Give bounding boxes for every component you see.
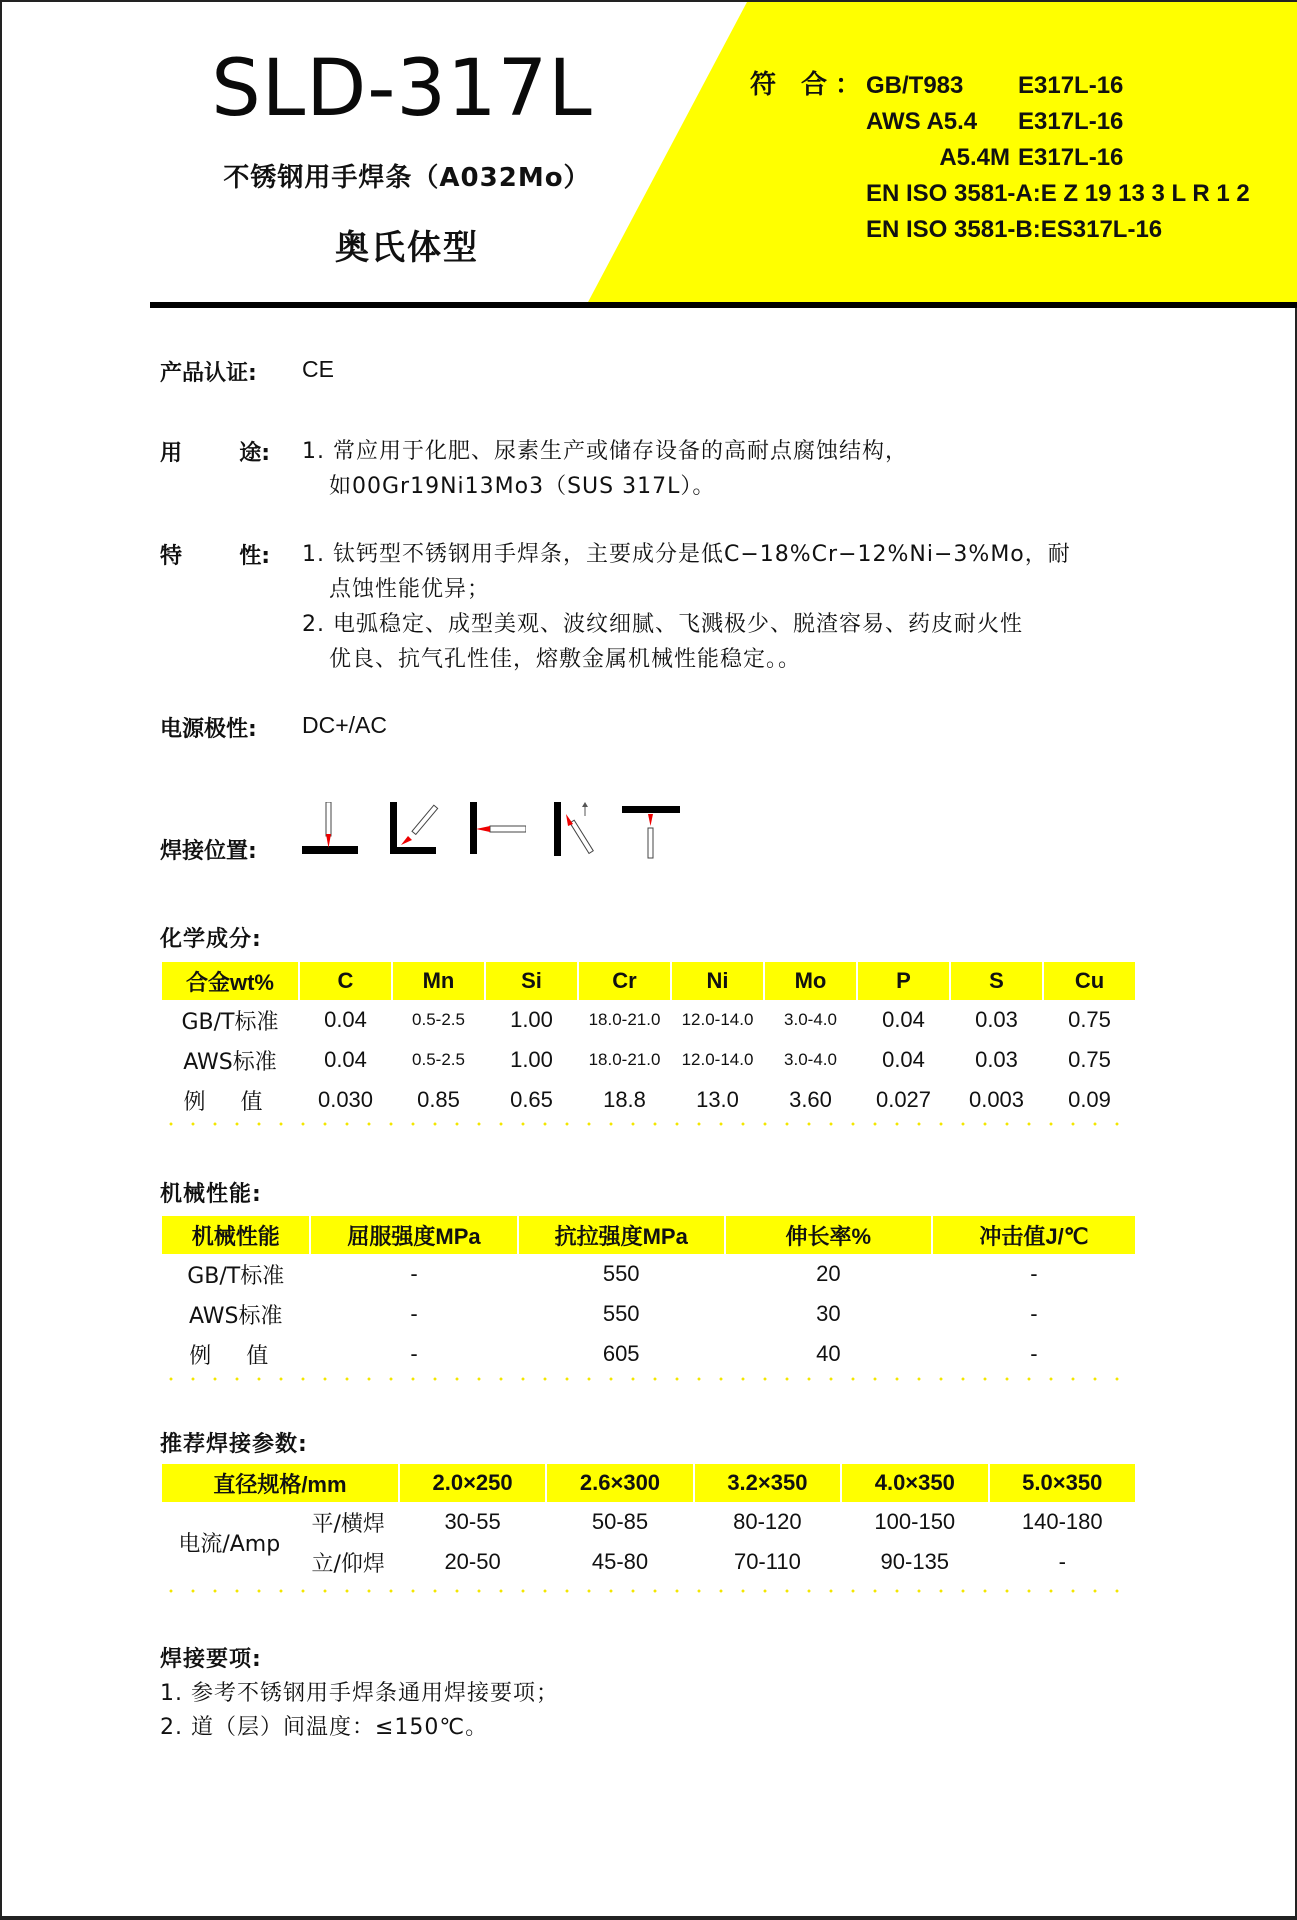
table-cell: 18.8 — [603, 1087, 646, 1112]
table-row — [162, 1334, 1135, 1374]
flat-position-icon — [302, 802, 364, 862]
table-cell: 0.5-2.5 — [412, 1050, 465, 1069]
standard-name: AWS A5.4 — [866, 108, 978, 135]
column-header: 直径规格/mm — [162, 1464, 398, 1502]
usage-label-part: 途: — [239, 441, 270, 466]
dotted-divider — [160, 1122, 1135, 1126]
features-line: 优良、抗气孔性佳，熔敷金属机械性能稳定。。 — [329, 647, 802, 672]
column-header: 机械性能 — [162, 1216, 309, 1254]
table-cell: 0.09 — [1068, 1087, 1111, 1112]
row-label: GB/T标准 — [181, 1009, 279, 1035]
position-label: 平/横焊 — [311, 1511, 385, 1537]
column-header: 冲击值J/℃ — [933, 1216, 1135, 1254]
column-header: Mo — [765, 962, 856, 1000]
table-cell: 0.04 — [324, 1047, 367, 1072]
chemical-composition-table — [160, 962, 1137, 1120]
welding-position-icons — [302, 802, 702, 867]
usage-label — [160, 436, 270, 467]
column-header: Ni — [672, 962, 763, 1000]
conformity-row — [866, 176, 1250, 212]
table-cell: - — [1030, 1341, 1038, 1366]
classification: E Z 19 13 3 L R 1 2 — [1040, 180, 1250, 207]
column-header: Si — [486, 962, 577, 1000]
table-cell: 0.75 — [1068, 1007, 1111, 1032]
notes-heading: 焊接要项: — [160, 1647, 262, 1672]
usage-label-text — [160, 436, 270, 467]
table-cell: 1.00 — [510, 1047, 553, 1072]
table-cell: 1.00 — [510, 1007, 553, 1032]
polarity-value: DC+/AC — [302, 712, 387, 738]
table-cell: 18.0-21.0 — [588, 1010, 661, 1029]
product-model-title: SLD-317L — [211, 44, 593, 134]
standard-name: GB/T983 — [866, 72, 964, 99]
table-cell: 3.0-4.0 — [784, 1010, 837, 1029]
certification-row — [160, 356, 334, 387]
table-cell: 70-110 — [733, 1549, 801, 1574]
table-row — [162, 1040, 1135, 1080]
product-subtitle: 不锈钢用手焊条（A032Mo） — [223, 163, 591, 193]
standard-name: A5.4M — [939, 144, 1010, 171]
features-label-text — [160, 539, 270, 570]
welding-parameters-table — [160, 1464, 1137, 1582]
conformity-row — [866, 68, 1250, 104]
column-header: 2.0×250 — [400, 1464, 545, 1502]
standard-name: EN ISO 3581-A: — [866, 180, 1041, 207]
table-cell: 50-85 — [591, 1509, 649, 1534]
classification: ES317L-16 — [1040, 216, 1163, 243]
conformity-row — [866, 104, 1250, 140]
parameters-heading: 推荐焊接参数: — [160, 1432, 308, 1457]
table-cell: - — [410, 1341, 418, 1366]
table-cell: 30 — [816, 1301, 841, 1326]
table-cell: 45-80 — [591, 1549, 649, 1574]
table-cell: 20 — [816, 1261, 841, 1286]
table-cell: 12.0-14.0 — [681, 1050, 754, 1069]
table-cell: - — [1058, 1549, 1066, 1574]
features-line: 1. 钛钙型不锈钢用手焊条，主要成分是低C−18%Cr−12%Ni−3%Mo，耐 — [302, 542, 1071, 567]
features-text — [302, 537, 1152, 677]
polarity-row — [160, 712, 387, 743]
column-header: 2.6×300 — [547, 1464, 692, 1502]
column-header: 合金wt% — [162, 962, 298, 1000]
table-cell: 0.04 — [882, 1007, 925, 1032]
table-cell: 0.003 — [968, 1087, 1025, 1112]
table-cell: 20-50 — [444, 1549, 501, 1574]
welding-notes — [160, 1677, 559, 1745]
current-label: 电流/Amp — [178, 1531, 281, 1557]
column-header: Cu — [1044, 962, 1135, 1000]
features-label-part: 性: — [239, 544, 270, 569]
table-cell: 550 — [602, 1261, 640, 1286]
table-header-row — [162, 1464, 1135, 1502]
table-row — [162, 1542, 1135, 1582]
column-header: 抗拉强度MPa — [519, 1216, 724, 1254]
table-cell: 0.75 — [1068, 1047, 1111, 1072]
column-header: Cr — [579, 962, 670, 1000]
table-cell: 30-55 — [444, 1509, 501, 1534]
features-label-part: 特 — [160, 544, 183, 569]
row-label: 例 值 — [183, 1089, 277, 1115]
column-header: C — [300, 962, 391, 1000]
column-header: 3.2×350 — [695, 1464, 840, 1502]
table-cell: 18.0-21.0 — [588, 1050, 661, 1069]
chemical-heading: 化学成分: — [160, 927, 262, 952]
mechanical-heading: 机械性能: — [160, 1182, 262, 1207]
horizontal-fillet-icon — [390, 802, 440, 862]
table-cell: 3.0-4.0 — [784, 1050, 837, 1069]
table-cell: 12.0-14.0 — [681, 1010, 754, 1029]
welding-position-label: 焊接位置: — [160, 839, 257, 864]
standard-name: EN ISO 3581-B: — [866, 216, 1041, 243]
features-line: 点蚀性能优异； — [329, 577, 491, 602]
classification: E317L-16 — [1018, 108, 1124, 135]
table-cell: 0.030 — [317, 1087, 374, 1112]
table-cell: 40 — [816, 1341, 841, 1366]
table-cell: 0.03 — [975, 1007, 1018, 1032]
note-item: 1. 参考不锈钢用手焊条通用焊接要项； — [160, 1681, 559, 1706]
polarity-label: 电源极性: — [160, 717, 257, 742]
column-header: S — [951, 962, 1042, 1000]
table-row — [162, 1254, 1135, 1294]
usage-label-part: 用 — [160, 441, 183, 466]
certification-label: 产品认证: — [160, 361, 257, 386]
table-cell: 3.60 — [789, 1087, 832, 1112]
column-header: 伸长率% — [726, 1216, 931, 1254]
table-row — [162, 1000, 1135, 1040]
table-cell: 605 — [602, 1341, 640, 1366]
row-label: AWS标准 — [183, 1049, 277, 1075]
conformity-standards-list — [866, 68, 1250, 248]
horizontal-position-icon — [470, 802, 526, 862]
conformity-row — [866, 212, 1250, 248]
overhead-position-icon — [622, 802, 682, 862]
table-cell: - — [410, 1261, 418, 1286]
usage-line: 1. 常应用于化肥、尿素生产或储存设备的高耐点腐蚀结构， — [302, 439, 908, 464]
column-header: P — [858, 962, 949, 1000]
table-cell: 550 — [602, 1301, 640, 1326]
certification-value: CE — [302, 356, 334, 382]
table-cell: 0.03 — [975, 1047, 1018, 1072]
table-cell: 0.65 — [510, 1087, 553, 1112]
conformity-label: 符 合： — [750, 70, 870, 100]
features-line: 2. 电弧稳定、成型美观、波纹细腻、飞溅极少、脱渣容易、药皮耐火性 — [302, 612, 1023, 637]
table-row — [162, 1502, 1135, 1542]
product-type: 奥氏体型 — [335, 228, 479, 268]
table-cell: 0.027 — [875, 1087, 932, 1112]
row-label: AWS标准 — [188, 1303, 283, 1329]
table-cell: 90-135 — [880, 1549, 950, 1574]
table-cell: 80-120 — [733, 1509, 802, 1534]
table-cell: 140-180 — [1021, 1509, 1103, 1534]
row-label: GB/T标准 — [187, 1263, 285, 1289]
usage-line: 如00Gr19Ni13Mo3（SUS 317L）。 — [329, 474, 716, 499]
dotted-divider — [160, 1589, 1135, 1593]
vertical-up-icon — [554, 802, 602, 864]
table-row — [162, 1080, 1135, 1120]
table-cell: - — [1030, 1261, 1038, 1286]
dotted-divider — [160, 1377, 1135, 1381]
conformity-row — [866, 140, 1250, 176]
mechanical-properties-table — [160, 1216, 1137, 1374]
table-cell: - — [1030, 1301, 1038, 1326]
usage-text — [302, 434, 1152, 504]
table-header-row — [162, 1216, 1135, 1254]
table-cell: 0.5-2.5 — [412, 1010, 465, 1029]
position-label: 立/仰焊 — [311, 1551, 385, 1577]
column-header: 5.0×350 — [990, 1464, 1136, 1502]
table-row — [162, 1294, 1135, 1334]
table-cell: 0.04 — [324, 1007, 367, 1032]
classification: E317L-16 — [1018, 144, 1124, 171]
welding-position-row — [160, 834, 257, 865]
table-header-row — [162, 962, 1135, 1000]
column-header: 屈服强度MPa — [311, 1216, 516, 1254]
column-header: 4.0×350 — [842, 1464, 987, 1502]
table-cell: 0.04 — [882, 1047, 925, 1072]
row-label: 例 值 — [189, 1343, 283, 1369]
header-divider — [150, 302, 1297, 308]
table-cell: 100-150 — [874, 1509, 956, 1534]
features-label — [160, 539, 270, 570]
note-item: 2. 道（层）间温度：≤150℃。 — [160, 1715, 489, 1740]
table-cell: 0.85 — [417, 1087, 460, 1112]
table-cell: - — [410, 1301, 418, 1326]
column-header: Mn — [393, 962, 484, 1000]
table-cell: 13.0 — [696, 1087, 739, 1112]
classification: E317L-16 — [1018, 72, 1124, 99]
